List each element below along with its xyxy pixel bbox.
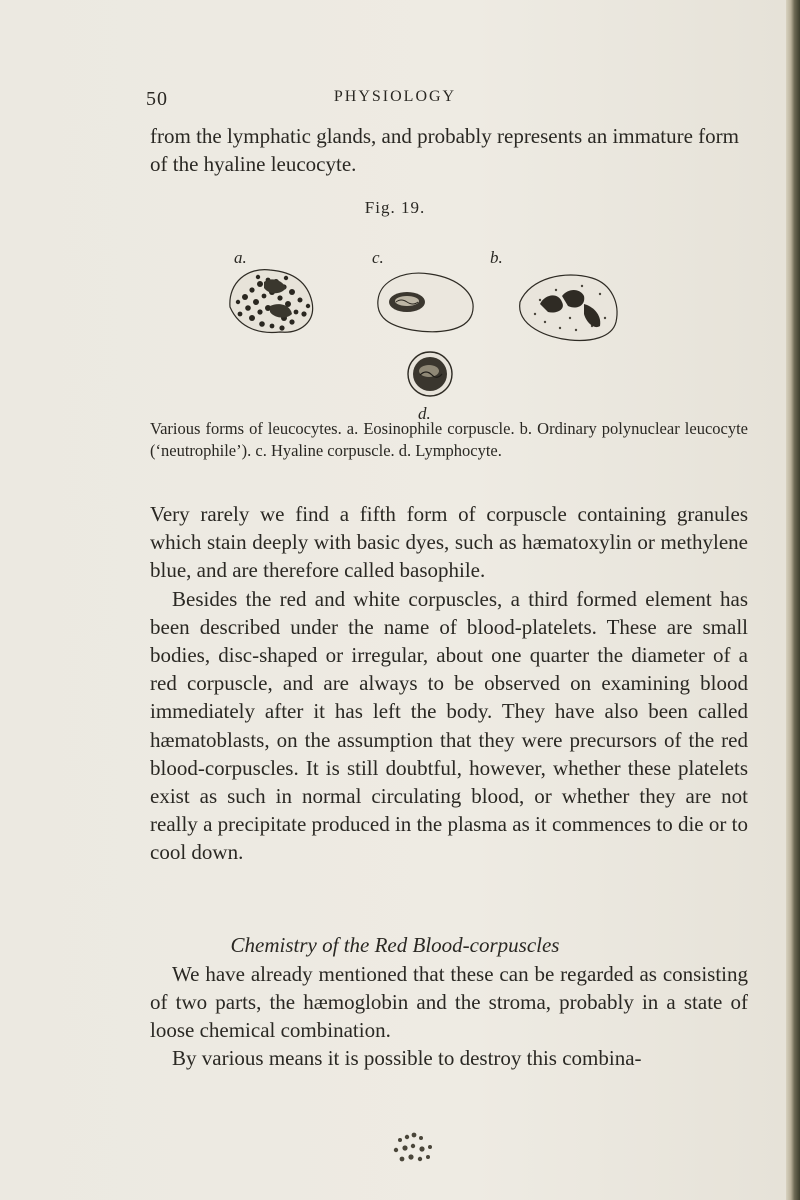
page-edge-shadow [786,0,800,1200]
polynuclear-cell-drawing [520,275,617,340]
figure-letter-b: b. [490,248,503,267]
intro-text: from the lymphatic glands, and probably represents an immature form of the hyaline leucocyte. [150,124,739,176]
printer-ornament-icon [380,1128,450,1168]
intro-paragraph [150,122,748,178]
figure-label: Fig. 19. [364,198,426,217]
hyaline-cell-drawing [378,273,473,332]
lymphocyte-drawing [408,352,452,396]
section-body [150,960,748,1072]
figure-letter-c: c. [372,248,384,267]
paragraph-haemoglobin: We have already mentioned that these can be regarded as consisting of two parts, the hæmoglobin and the stroma, probably in a state of loose chemical combination. [150,962,748,1042]
figure-letter-a: a. [234,248,247,267]
leucocyte-illustration [200,222,680,442]
figure-caption [150,418,748,462]
figure-caption-text: Various forms of leucocytes. a. Eosinophile corpuscle. b. Ordinary polynuclear leucocyte (‘neutrophile’). c. Hyaline corpuscle. d. Lymphocyte. [150,419,748,460]
running-head: PHYSIOLOGY [333,88,457,105]
leucocyte-figure [200,222,680,442]
page-header [0,88,790,118]
page-number: 50 [146,88,168,110]
paragraph-combination: By various means it is possible to destroy this combina- [172,1046,642,1070]
section-heading: Chemistry of the Red Blood-corpuscles [230,933,560,957]
paragraph-platelets: Besides the red and white corpuscles, a third formed element has been described under the name of blood-platelets. These are small bodies, disc-shaped or irregular, about one quarter the diameter of a red corpuscle, and are always to be observed on examining blood immediately after it has left the body. They have also been called hæmatoblasts, on the assumption that they were precursors of the red blood-corpuscles. It is still doubtful, however, whether these platelets exist as such in normal circulating blood, or whether they are not really a precipitate produced in the plasma as it commences to die or to cool down. [150,586,748,865]
figure-letter-d: d. [418,404,431,423]
eosinophile-cell-drawing [230,270,313,333]
body-text [150,500,748,867]
paragraph-basophile: Very rarely we find a fifth form of corpuscle containing granules which stain deeply with basic dyes, such as hæmatoxylin or methylene blue, and are therefore called basophile. [150,502,748,583]
